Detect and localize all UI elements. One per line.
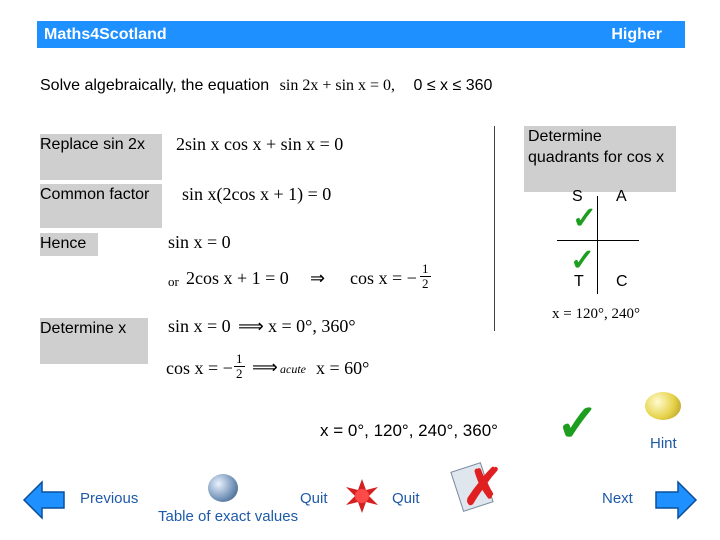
hence-label: Hence	[40, 233, 98, 256]
quadrant-a: A	[616, 188, 627, 205]
title-bar	[37, 21, 685, 48]
determine-x-label: Determine x	[40, 318, 148, 364]
question-text: Solve algebraically, the equation	[40, 77, 270, 94]
quadrant-c: C	[616, 273, 628, 290]
question-range: 0 ≤ x ≤ 360	[413, 77, 493, 94]
exact-values-icon[interactable]	[208, 474, 238, 502]
det-line1-rhs: x = 0°, 360°	[268, 316, 356, 336]
question-equation: sin 2x + sin x = 0,	[279, 77, 396, 94]
fraction-half-2: $\frac{1}{2}$	[236, 351, 243, 381]
implies-icon: ⇒	[310, 268, 326, 288]
or-line	[168, 262, 438, 298]
hint-button[interactable]	[645, 392, 681, 420]
question	[40, 77, 492, 95]
determine-line-1	[168, 316, 418, 340]
cross-icon: ✗	[462, 459, 504, 515]
quit-label-1[interactable]: Quit	[300, 490, 328, 507]
or-math-right: cos x = −	[350, 268, 417, 288]
common-factor-math: sin x(2cos x + 1) = 0	[182, 184, 332, 204]
quadrant-t: T	[574, 273, 584, 290]
det-line2-lhs: cos x = −	[166, 358, 233, 378]
fraction-half: $\frac{1}{2}$	[422, 261, 429, 291]
app-title: Maths4Scotland	[44, 26, 167, 43]
or-word: or	[168, 274, 179, 289]
hence-math: sin x = 0	[168, 232, 231, 252]
replace-label: Replace sin 2x	[40, 134, 162, 180]
quadrants-label: Determine quadrants for cos x	[524, 126, 676, 192]
replace-math: 2sin x cos x + sin x = 0	[176, 134, 344, 154]
quadrant-result: x = 120°, 240°	[552, 306, 640, 322]
arrow-icon: ⟹	[252, 357, 278, 377]
or-math-left: 2cos x + 1 = 0	[186, 268, 289, 288]
quadrant-axis-horizontal	[557, 240, 639, 241]
vertical-divider	[494, 126, 495, 331]
determine-line-2	[166, 352, 426, 388]
arrow-icon: ⟹	[238, 316, 264, 336]
det-line2-rhs: x = 60°	[316, 358, 370, 378]
exact-values-label[interactable]: Table of exact values	[158, 508, 299, 525]
quit-label-2[interactable]: Quit	[392, 490, 420, 507]
common-factor-label: Common factor	[40, 184, 162, 228]
next-arrow-icon[interactable]	[654, 478, 698, 522]
check-icon: ✓	[572, 202, 598, 235]
final-answer: x = 0°, 120°, 240°, 360°	[320, 421, 498, 440]
quadrant-axis-vertical	[597, 196, 598, 294]
check-icon: ✓	[556, 395, 600, 453]
previous-label[interactable]: Previous	[80, 490, 139, 507]
hint-label[interactable]: Hint	[650, 435, 677, 452]
acute-word: acute	[280, 362, 306, 376]
quit-icon[interactable]	[344, 478, 380, 514]
det-line1-lhs: sin x = 0	[168, 316, 231, 336]
previous-arrow-icon[interactable]	[22, 478, 66, 522]
next-label[interactable]: Next	[602, 490, 633, 507]
level-label: Higher	[611, 26, 662, 43]
quadrant-s: S	[572, 188, 583, 205]
check-icon: ✓	[570, 244, 596, 277]
